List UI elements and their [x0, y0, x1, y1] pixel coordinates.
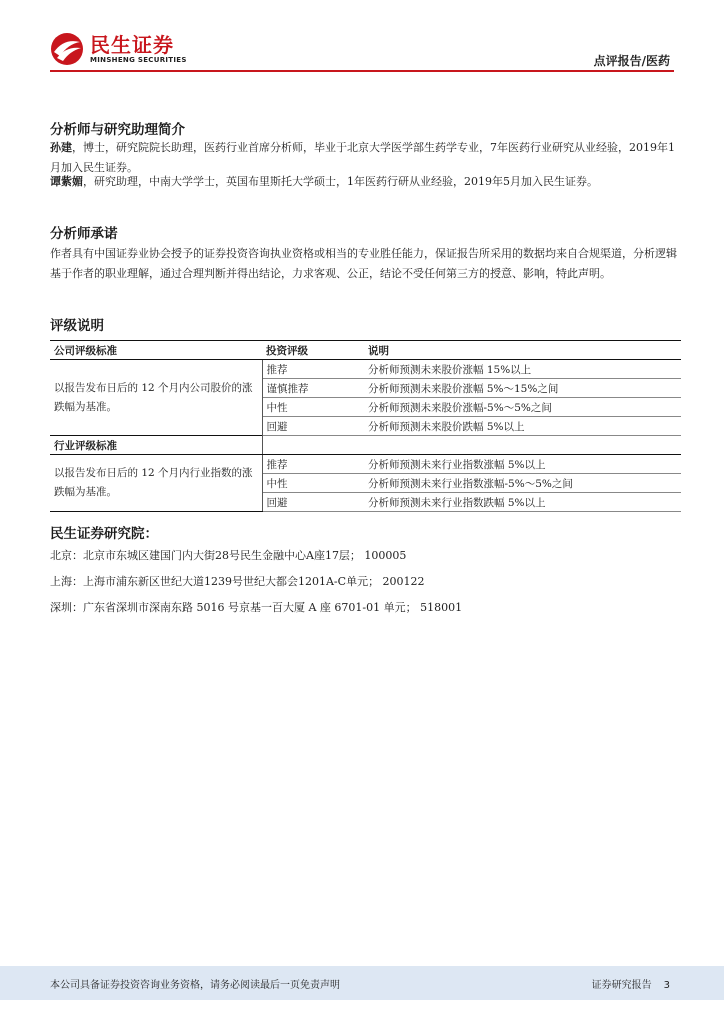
- description-column-header: 说明: [364, 341, 681, 360]
- minsheng-logo-icon: [50, 32, 84, 66]
- header-divider: [50, 70, 674, 72]
- analyst-bio-text: ，研究助理，中南大学学士，英国布里斯托大学硕士，1年医药行研从业经验，2019年5月加入民生证券。: [83, 175, 598, 188]
- analyst-name: 孙建: [50, 141, 72, 154]
- industry-standard-header: 行业评级标准: [50, 436, 262, 455]
- company-standard-header: 公司评级标准: [50, 341, 262, 360]
- empty-header-cell: [262, 436, 364, 455]
- logo-chinese-name: 民生证券: [90, 32, 174, 57]
- report-category: 点评报告/医药: [593, 54, 670, 68]
- rating-cell: 推荐: [262, 455, 364, 474]
- footer-disclaimer: 本公司具备证券投资咨询业务资格，请务必阅读最后一页免责声明: [50, 980, 340, 991]
- page-footer: [0, 966, 724, 1000]
- table-row: [50, 455, 681, 474]
- industry-basis-text: 以报告发布日后的 12 个月内行业指数的涨跌幅为基准。: [50, 455, 262, 512]
- description-cell: 分析师预测未来行业指数跌幅 5%以上: [364, 493, 681, 512]
- analyst-name: 谭紫媚: [50, 175, 83, 188]
- rating-column-header: 投资评级: [262, 341, 364, 360]
- industry-header-row: [50, 436, 681, 455]
- commitment-title: 分析师承诺: [50, 226, 118, 242]
- company-basis-text: 以报告发布日后的 12 个月内公司股价的涨跌幅为基准。: [50, 360, 262, 436]
- rating-cell: 推荐: [262, 360, 364, 379]
- logo-english-name: MINSHENG SECURITIES: [90, 55, 187, 64]
- rating-table: [50, 340, 681, 512]
- analyst-intro-title: 分析师与研究助理简介: [50, 122, 185, 138]
- empty-header-cell: [364, 436, 681, 455]
- rating-title: 评级说明: [50, 318, 104, 334]
- page-number: 3: [663, 980, 670, 991]
- rating-cell: 谨慎推荐: [262, 379, 364, 398]
- rating-cell: 回避: [262, 493, 364, 512]
- page-header: [0, 0, 724, 74]
- company-header-row: [50, 341, 681, 360]
- report-type: 证券研究报告: [591, 980, 652, 991]
- description-cell: 分析师预测未来股价涨幅-5%～5%之间: [364, 398, 681, 417]
- shenzhen-address: 深圳：广东省深圳市深南东路 5016 号京基一百大厦 A 座 6701-01 单元； 518001: [50, 601, 463, 614]
- description-cell: 分析师预测未来行业指数涨幅 5%以上: [364, 455, 681, 474]
- description-cell: 分析师预测未来行业指数涨幅-5%～5%之间: [364, 474, 681, 493]
- description-cell: 分析师预测未来股价涨幅 15%以上: [364, 360, 681, 379]
- rating-cell: 中性: [262, 398, 364, 417]
- beijing-address: 北京：北京市东城区建国门内大街28号民生金融中心A座17层； 100005: [50, 549, 407, 562]
- analyst-tan-zimei-bio: [50, 172, 680, 192]
- description-cell: 分析师预测未来股价跌幅 5%以上: [364, 417, 681, 436]
- shanghai-address: 上海：上海市浦东新区世纪大道1239号世纪大都会1201A-C单元； 200122: [50, 575, 425, 588]
- commitment-text: 作者具有中国证券业协会授予的证券投资咨询执业资格或相当的专业胜任能力，保证报告所采用的数据均来自合规渠道，分析逻辑基于作者的职业理解，通过合理判断并得出结论，力求客观、公正，结论不受任何第三方的授意、影响，特此声明。: [50, 247, 677, 280]
- rating-cell: 回避: [262, 417, 364, 436]
- analyst-bio-text: ，博士，研究院院长助理，医药行业首席分析师，毕业于北京大学医学部生药学专业，7年医药行业研究从业经验，2019年1月加入民生证券。: [50, 141, 675, 174]
- rating-cell: 中性: [262, 474, 364, 493]
- footer-right: [592, 976, 670, 991]
- company-logo: [50, 32, 187, 66]
- description-cell: 分析师预测未来股价涨幅 5%～15%之间: [364, 379, 681, 398]
- table-row: [50, 360, 681, 379]
- institute-title: 民生证券研究院：: [50, 526, 158, 542]
